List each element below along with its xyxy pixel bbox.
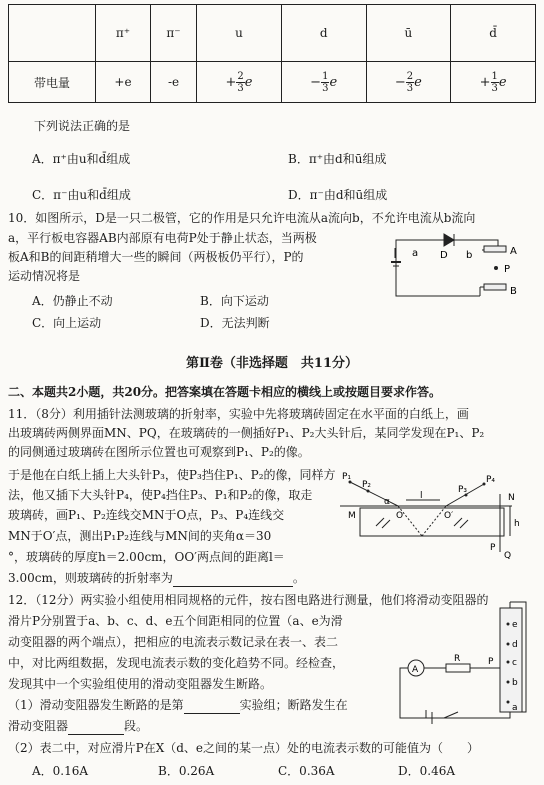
q9-prompt: 下列说法正确的是 (34, 119, 131, 133)
q12-sub2: （2）表二中，对应滑片P在X（d、e之间的某一点）处的电流表示数的可能值为（ ） (8, 741, 480, 755)
q11-line-8: °，玻璃砖的厚度h＝2.00cm，OO′两点间的距离l＝ (8, 550, 285, 564)
q12-sub1-text-a: （1）滑动变阻器发生断路的是第 (8, 698, 184, 712)
q10-line-2: a，平行板电容器AB内部原有电荷P处于静止状态，当两极 (8, 231, 317, 245)
q12-sub1-line-1 (8, 697, 348, 714)
q11-line-9-end: 。 (292, 571, 305, 585)
q12-line-1: 12．（12分）两实验小组使用相同规格的元件，按右图电路进行测量，他们将滑动变阻器的 (8, 593, 489, 607)
q10-option-d[interactable]: D．无法判断 (200, 316, 270, 330)
q12-line-3: 动变阻器的两个端点），把相应的电流表示数记录在表一、表二 (8, 635, 339, 649)
fig-label-d: D (440, 250, 448, 261)
q11-line-9-text: 3.00cm，则玻璃砖的折射率为 (8, 571, 173, 585)
charge-unit: e (414, 74, 422, 90)
q10-option-c[interactable]: C．向上运动 (32, 316, 102, 330)
charge-sign: + (225, 74, 237, 90)
refraction-diagram (336, 470, 536, 562)
q11-line-2: 出玻璃砖两侧界面MN、PQ，在玻璃砖的一侧插好P₁、P₂大头针后，某同学发现在P₁、P₂ (8, 426, 485, 440)
fig-label-slider-p: P (488, 657, 494, 667)
q11-line-5: 法，他又插下大头针P₄，使P₄挡住P₃、P₁和P₂的像，取走 (8, 488, 313, 502)
fig-label-d: d (512, 640, 518, 650)
q12-sub1-text-c: 滑动变阻器 (8, 719, 69, 733)
slide-rheostat-circuit (396, 600, 536, 724)
charge-cell (197, 62, 282, 103)
fig-label-plate-b: B (510, 286, 517, 297)
charge-sign: − (394, 74, 406, 90)
part2-section-header: 二、本题共2小题，共20分。把答案填在答题卡相应的横线上或按题目要求作答。 (8, 385, 442, 399)
fig-label-b: b (512, 678, 518, 688)
charge-cell (366, 62, 451, 103)
fig-label-p4: P₄ (486, 475, 496, 485)
q12-sub1-line-2 (8, 718, 148, 735)
q10-option-a[interactable]: A．仍静止不动 (32, 294, 113, 308)
q11-line-7: MN于O′点，测出P₁P₂连线与MN间的夹角α＝30 (8, 529, 272, 543)
fig-label-q: Q (504, 551, 512, 561)
fig-label-a: a (512, 703, 518, 713)
fig-label-n: N (508, 493, 515, 503)
q9-option-b[interactable]: B．π⁺由d和ū组成 (288, 152, 387, 166)
broken-segment-blank[interactable] (68, 718, 124, 735)
fig-label-c: c (512, 658, 517, 668)
q10-line-1: 10．如图所示，D是一只二极管，它的作用是只允许电流从a流向b，不允许电流从b流向 (8, 211, 476, 225)
fig-label-o: O (396, 511, 404, 521)
q12-line-4: 中，对比两组数据，发现电流表示数的变化趋势不同。经检查， (8, 656, 345, 670)
charge-unit: e (498, 74, 507, 90)
broken-group-blank[interactable] (184, 697, 240, 714)
q12-line-2: 滑片P分别置于a、b、c、d、e五个间距相同的位置（a、e为滑 (8, 614, 343, 628)
fig-label-alpha: α (384, 497, 390, 507)
q11-line-6: 玻璃砖，画P₁、P₂连线交MN于O点，P₃、P₄连线交 (8, 508, 285, 522)
fig-label-p-side: P (490, 543, 496, 553)
table-header-cell: ū (366, 5, 451, 62)
charge-unit: e (244, 74, 253, 90)
q12-option-a[interactable]: A．0.16A (32, 764, 89, 778)
fig-label-p2: P₂ (362, 480, 372, 490)
fig-label-h: h (514, 519, 520, 529)
q12-line-5: 发现其中一个实验组使用的滑动变阻器发生断路。 (8, 677, 273, 691)
q9-option-c[interactable]: C．π⁻由u和d̄组成 (32, 188, 131, 202)
fig-label-b: b (466, 250, 473, 261)
q12-sub1-text-d: 段。 (124, 719, 149, 733)
table-row (9, 62, 536, 103)
charge-fraction: $\frac{1}{3}$ (322, 70, 329, 94)
charge-sign: + (479, 74, 491, 90)
charge-unit: e (329, 74, 338, 90)
table-header-row (9, 5, 536, 62)
fig-label-p1: P₁ (342, 472, 352, 482)
q12-option-b[interactable]: B．0.26A (158, 764, 215, 778)
q11-line-4: 于是他在白纸上插上大头针P₃，使P₃挡住P₁、P₂的像，同样方 (8, 468, 336, 482)
charge-cell (281, 62, 366, 103)
charge-fraction: $\frac{1}{3}$ (491, 70, 498, 94)
charge-cell: -e (150, 62, 196, 103)
charge-fraction: $\frac{2}{3}$ (237, 70, 244, 94)
q9-option-d[interactable]: D．π⁻由d和ū组成 (288, 188, 388, 202)
table-header-cell: d (281, 5, 366, 62)
fig-label-m: M (348, 511, 356, 521)
charge-sign: − (310, 74, 322, 90)
q12-sub1-text-b: 实验组；断路发生在 (239, 698, 348, 712)
q11-line-9 (8, 570, 305, 587)
fig-label-e: e (512, 620, 518, 630)
part2-title: 第Ⅱ卷（非选择题 共11分） (185, 356, 359, 371)
row-label: 带电量 (9, 62, 96, 103)
ammeter-icon: A (412, 665, 419, 675)
table-header-cell (9, 5, 96, 62)
fig-label-plate-a: A (510, 246, 517, 257)
q11-line-1: 11．（8分）利用插针法测玻璃的折射率，实验中先将玻璃砖固定在水平面的白纸上，画 (8, 407, 469, 421)
q10-line-4: 运动情况将是 (8, 269, 81, 283)
q11-line-3: 的同侧通过玻璃砖在图所示位置也可观察到P₁、P₂的像。 (8, 445, 310, 459)
fig-label-a: a (412, 248, 419, 259)
q10-option-b[interactable]: B．向下运动 (200, 294, 269, 308)
fig-label-o-prime: O′ (444, 511, 454, 521)
table-header-cell: d̄ (451, 5, 536, 62)
q12-option-d[interactable]: D．0.46A (398, 764, 456, 778)
fig-label-p: P (504, 264, 511, 275)
refractive-index-blank[interactable] (173, 570, 293, 587)
charge-cell (451, 62, 536, 103)
fig-label-p3: P₃ (458, 485, 468, 495)
q10-line-3: 板A和B的间距稍增大一些的瞬间（两极板仍平行），P的 (8, 250, 304, 264)
charge-fraction: $\frac{2}{3}$ (406, 70, 414, 94)
table-header-cell: π⁻ (150, 5, 196, 62)
charge-table (8, 4, 536, 103)
table-header-cell: π⁺ (96, 5, 151, 62)
q12-option-c[interactable]: C．0.36A (278, 764, 335, 778)
table-header-cell: u (197, 5, 282, 62)
fig-label-r: R (454, 654, 461, 664)
diode-capacitor-diagram (388, 226, 538, 308)
fig-label-l: l (420, 491, 423, 501)
q9-option-a[interactable]: A．π⁺由u和d̄组成 (32, 152, 131, 166)
charge-cell: +e (96, 62, 151, 103)
